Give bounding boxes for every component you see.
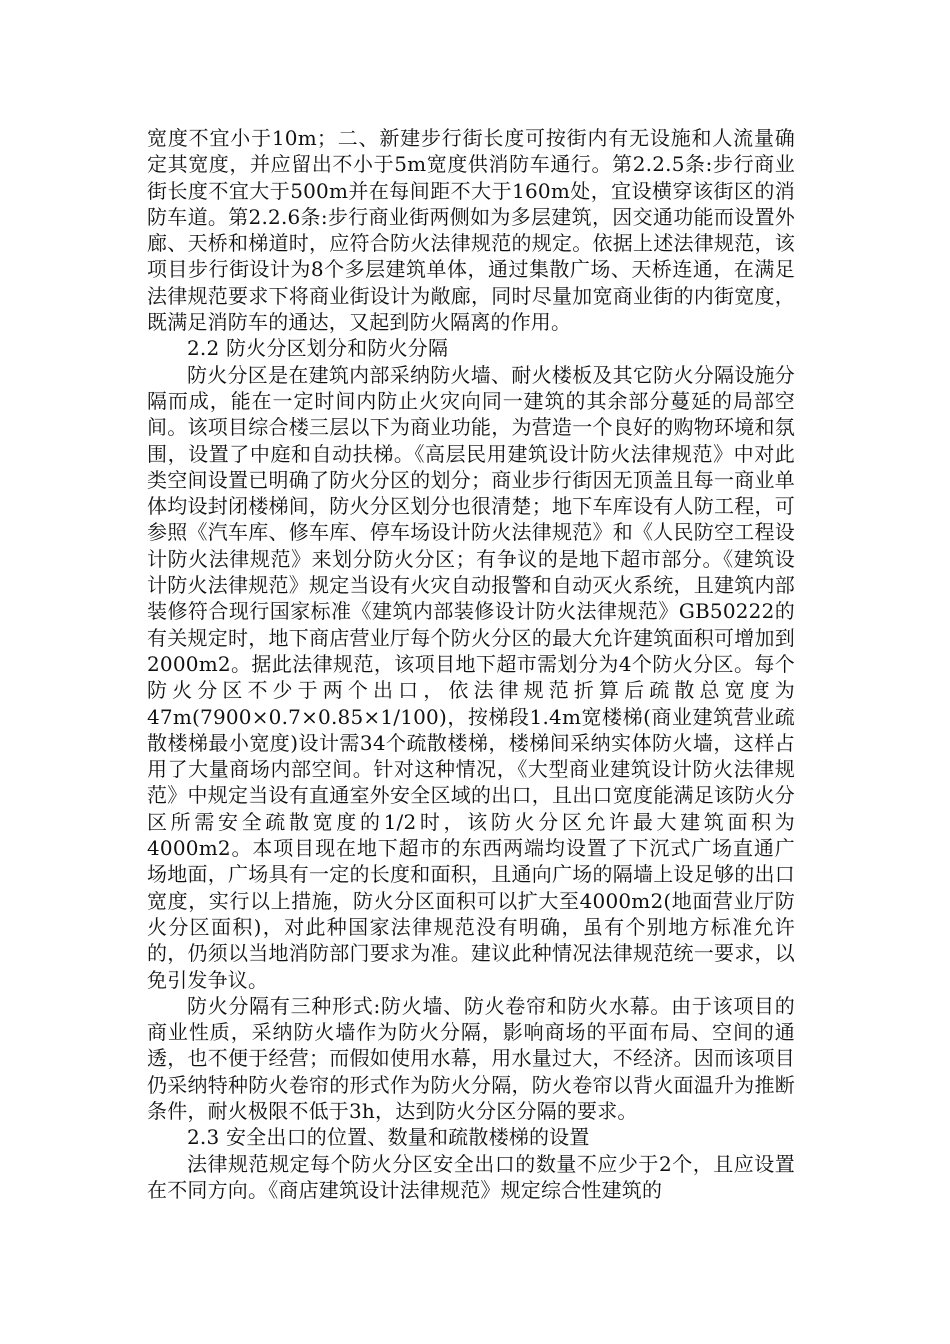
paragraph-safety-exits: 法律规范规定每个防火分区安全出口的数量不应少于2个，且应设置在不同方向。《商店建筑设计法律规范》规定综合性建筑的 <box>147 1151 795 1202</box>
paragraph-fire-zones: 防火分区是在建筑内部采纳防火墙、耐火楼板及其它防火分隔设施分隔而成，能在一定时间内防止火灾向同一建筑的其余部分蔓延的局部空间。该项目综合楼三层以下为商业功能，为营造一个良好的购物环境和氛围，设置了中庭和自动扶梯。《高层民用建筑设计防火法律规范》中对此类空间设置已明确了防火分区的划分；商业步行街因无顶盖且每一商业单体均设封闭楼梯间，防火分区划分也很清楚；地下车库设有人防工程，可参照《汽车库、修车库、停车场设计防火法律规范》和《人民防空工程设计防火法律规范》来划分防火分区；有争议的是地下超市部分。《建筑设计防火法律规范》规定当设有火灾自动报警和自动灭火系统，且建筑内部装修符合现行国家标准《建筑内部装修设计防火法律规范》GB50222的有关规定时，地下商店营业厅每个防火分区的最大允许建筑面积可增加到2000m2。据此法律规范，该项目地下超市需划分为4个防火分区。每个防火分区不少于两个出口，依法律规范折算后疏散总宽度为47m(7900×0.7×0.85×1/100)，按梯段1.4m宽楼梯(商业建筑营业疏散楼梯最小宽度)设计需34个疏散楼梯，楼梯间采纳实体防火墙，这样占用了大量商场内部空间。针对这种情况，《大型商业建筑设计防火法律规范》中规定当设有直通室外安全区域的出口，且出口宽度能满足该防火分区所需安全疏散宽度的1/2时，该防火分区允许最大建筑面积为4000m2。本项目现在地下超市的东西两端均设置了下沉式广场直通广场地面，广场具有一定的长度和面积，且通向广场的隔墙上设足够的出口宽度，实行以上措施，防火分区面积可以扩大至4000m2(地面营业厅防火分区面积)，对此种国家法律规范没有明确，虽有个别地方标准允许的，仍须以当地消防部门要求为准。建议此种情况法律规范统一要求，以免引发争议。 <box>147 362 795 992</box>
section-heading-2-3: 2.3 安全出口的位置、数量和疏散楼梯的设置 <box>187 1125 590 1150</box>
section-heading-2-2: 2.2 防火分区划分和防火分隔 <box>187 336 449 361</box>
paragraph-continuation: 宽度不宜小于10m；二、新建步行街长度可按街内有无设施和人流量确定其宽度，并应留出不小于5m宽度供消防车通行。第2.2.5条:步行商业街长度不宜大于500m并在每间距不大于160m处，宜设横穿该街区的消防车道。第2.2.6条:步行商业街两侧如为多层建筑，因交通功能而设置外廊、天桥和梯道时，应符合防火法律规范的规定。依据上述法律规范，该项目步行街设计为8个多层建筑单体，通过集散广场、天桥连通，在满足法律规范要求下将商业街设计为敞廊，同时尽量加宽商业街的内街宽度，既满足消防车的通达，又起到防火隔离的作用。 <box>147 126 795 335</box>
document-body <box>147 125 795 1203</box>
paragraph-fire-separation: 防火分隔有三种形式:防火墙、防火卷帘和防火水幕。由于该项目的商业性质，采纳防火墙作为防火分隔，影响商场的平面布局、空间的通透，也不便于经营；而假如使用水幕，用水量过大，不经济。因而该项目仍采纳特种防火卷帘的形式作为防火分隔，防火卷帘以背火面温升为推断条件，耐火极限不低于3h，达到防火分区分隔的要求。 <box>147 993 795 1123</box>
